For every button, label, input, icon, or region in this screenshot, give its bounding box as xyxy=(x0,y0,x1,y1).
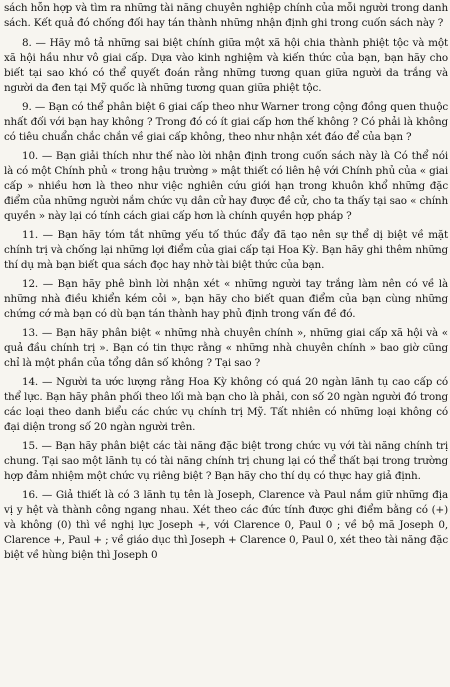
question-9: 9. — Bạn có thể phân biệt 6 giai cấp theo như Warner trong cộng đồng quen thuộc nhất đối với bạn hay không ? Trong đó có ít giai cấp hơn thế không ? Có phải là không có tiêu chuẩn chắc chắn về giai cấp không, theo như nhận xét đáo để của bạn ? xyxy=(4,101,448,143)
question-10: 10. — Bạn giải thích như thế nào lời nhận định trong cuốn sách này là Có thể nói là có một Chính phủ « trong hậu trường » mật thiết có liên hệ với Chính phủ của « giai cấp » nhiều hơn là theo như việc nghiên cứu giới hạn trong khuôn khổ những đặc điểm của những người nắm chức vụ dân cử hay được đề cử, cho ta thấy tại sao « chính quyền » này lại có tính cách giai cấp hơn là chính quyền hợp pháp ? xyxy=(4,150,448,222)
question-15: 15. — Bạn hãy phân biệt các tài năng đặc biệt trong chức vụ với tài năng chính trị chung. Tại sao một lãnh tụ có tài năng chính trị chung lại có thể thất bại trong trường hợp đảm nhiệm một chức vụ riêng biệt ? Bạn hãy cho thí dụ có thực hay giả định. xyxy=(4,440,448,482)
question-12: 12. — Bạn hãy phê bình lời nhận xét « những người tay trắng làm nên có về là những nhà điều khiển kém cỏi », bạn hãy cho biết quan điểm của bạn cùng những chứng cớ mà bạn có dù bạn tán thành hay phủ định trong vấn đề đó. xyxy=(4,278,448,320)
question-8: 8. — Hãy mô tả những sai biệt chính giữa một xã hội chia thành phiệt tộc và một xã hội hầu như vô giai cấp. Dựa vào kinh nghiệm và kiến thức của bạn, bạn hãy cho biết tại sao khó có thể quyết đoán rằng những tương quan giữa người da trắng và người da đen tại Mỹ quốc là những tương quan giữa phiệt tộc. xyxy=(4,37,448,94)
question-11: 11. — Bạn hãy tóm tắt những yếu tố thúc đẩy đã tạo nên sự thể dị biệt về mặt chính trị và chống lại những lợi điểm của giai cấp tại Hoa Kỳ. Bạn hãy ghi thêm những thí dụ mà bạn biết qua sách đọc hay nhờ tài biệt thức của bạn. xyxy=(4,229,448,271)
question-16: 16. — Giả thiết là có 3 lãnh tụ tên là Joseph, Clarence và Paul nắm giữ những địa vị y hệt và thành công ngang nhau. Xét theo các đức tính được ghi điểm bằng có (+) và không (0) thì về nghị lực Joseph +, với Clarence 0, Paul 0 ; về bộ mã Joseph 0, Clarence +, Paul + ; về giáo dục thì Joseph + Clarence 0, Paul 0, xét theo tài năng đặc biệt về hùng biện thì Joseph 0 xyxy=(4,489,448,561)
question-13: 13. — Bạn hãy phân biệt « những nhà chuyên chính », những giai cấp xã hội và « quả đầu chính trị ». Bạn có tin thực rằng « những nhà chuyên chính » bao giờ cũng chỉ là một phần của tổng dân số không ? Tại sao ? xyxy=(4,327,448,369)
question-14: 14. — Người ta ước lượng rằng Hoa Kỳ không có quá 20 ngàn lãnh tụ cao cấp có thể lực. Bạn hãy phân phối theo lối mà bạn cho là phải, con số 20 ngàn người đó trong các loại theo danh biểu các chức vụ chính trị Mỹ. Tất nhiên có những loại không có đại diện trong số 20 ngàn người trên. xyxy=(4,376,448,433)
paragraph-continuation: sách hỗn hợp và tìm ra những tài năng chuyên nghiệp chính của mỗi người trong danh sách. Kết quả đó chống đối hay tán thành những nhận định ghi trong cuốn sách này ? xyxy=(4,2,448,29)
